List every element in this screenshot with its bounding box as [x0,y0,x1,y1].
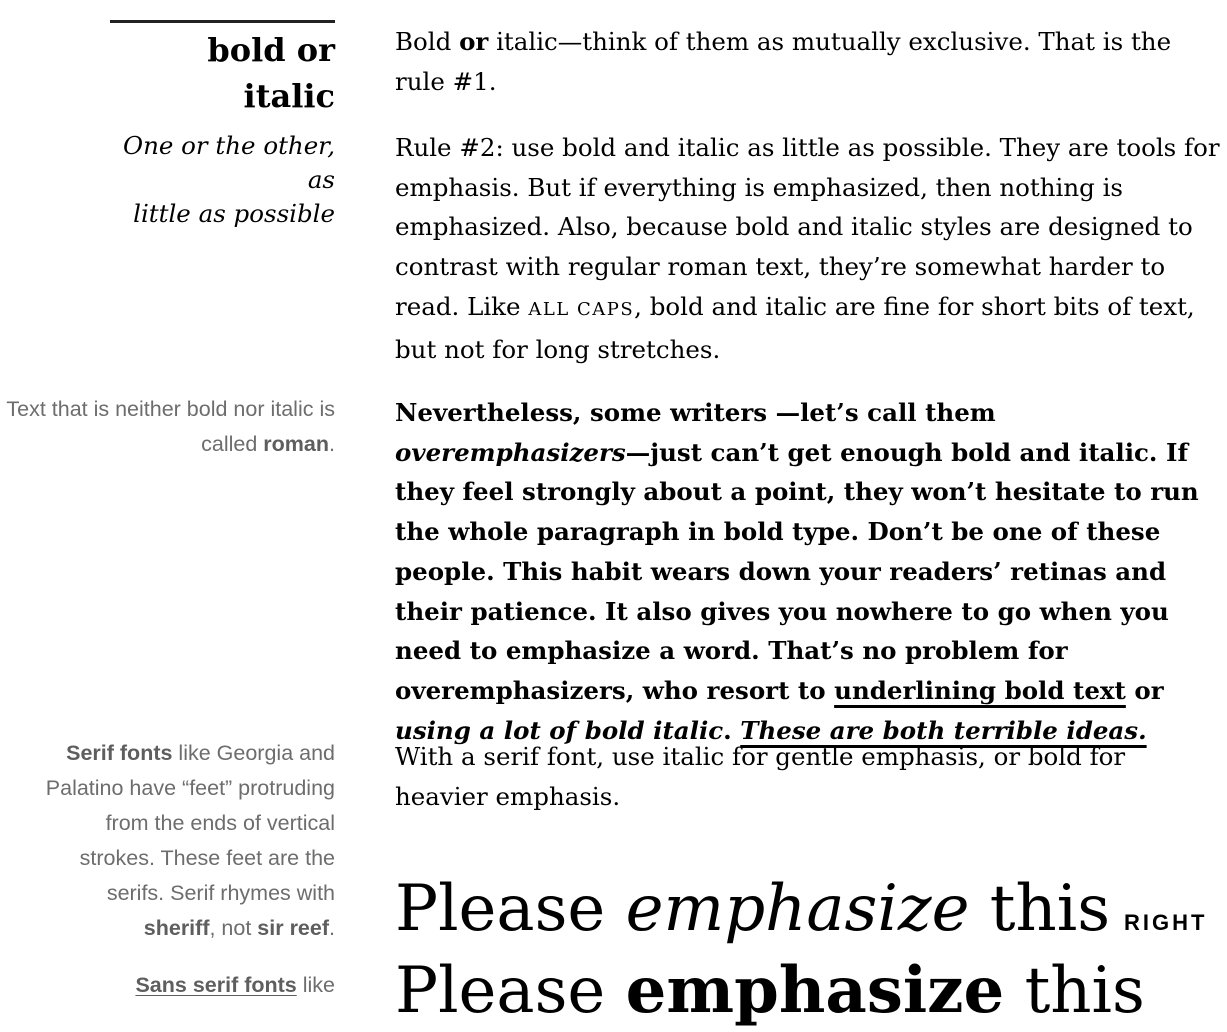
term-sheriff: sheriff [143,916,210,940]
section-header [110,20,335,231]
sidenote-roman: Text that is neither bold nor italic is called roman. [6,397,335,456]
subtitle-line-1: One or the other, as [123,131,335,194]
term-sans-serif-fonts: Sans serif fonts [135,973,297,997]
right-label: RIGHT [1124,910,1208,935]
term-roman: roman [263,432,330,456]
paragraph-overemphasis: Nevertheless, some writers —let’s call them overemphasizers—just can’t get enough bold and italic. If they feel strongly about a point, they won’t hesitate to run the whole paragraph in bold type. Don’t be one of these people. This habit wears down your readers’ retinas and their patience. It also gives you nowhere to go when you need to emphasize a word. That’s no problem for overemphasizers, who resort to underlining bold text or using a lot of bold italic. These are both terrible ideas. [395,398,1199,745]
section-subtitle [110,129,335,231]
paragraph-rule-2: Rule #2: use bold and italic as little as possible. They are tools for emphasis. But if everything is emphasized, then nothing is emphasized. Also, because bold and italic styles are designed to contrast with regular roman text, they’re somewhat harder to read. Like ALL CAPS, bold and italic are fine for short bits of text, but not for long stretches. [395,133,1220,364]
underlined-bold-text: underlining bold text [834,675,1126,705]
sidenote-sans: Sans serif fonts like [135,973,335,997]
demo-italic-line: Please emphasize this [395,872,1111,946]
all-caps-text: ALL CAPS [528,298,635,320]
term-serif-fonts: Serif fonts [66,741,173,765]
paragraph-serif-emphasis: With a serif font, use italic for gentle emphasis, or bold for heavier emphasis. [395,742,1126,811]
term-sir-reef: sir reef [257,916,330,940]
paragraph-rule-1: Bold or italic—think of them as mutually exclusive. That is the rule #1. [395,27,1172,96]
demo-bold-line: Please emphasize this [395,953,1145,1028]
sidenote-serif: Serif fonts like Georgia and Palatino have “feet” protruding from the ends of vertical strokes. These feet are the serifs. Serif rhymes with sheriff, not sir reef. [45,741,335,940]
subtitle-line-2: little as possible [133,199,335,228]
section-title: bold or italic [207,31,335,115]
underlined-italic-text: These are both terrible ideas. [740,715,1147,745]
emphasis-demo [395,868,1145,1032]
